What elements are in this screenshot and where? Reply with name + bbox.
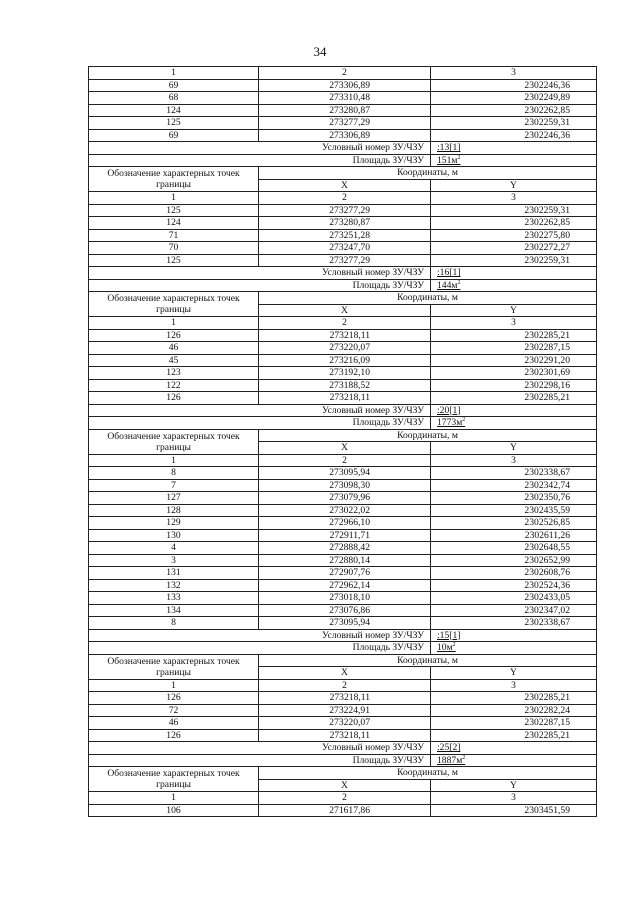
point-id: 133 xyxy=(89,592,259,605)
coord-y: 2302285,21 xyxy=(431,729,597,742)
x-header: X xyxy=(259,442,431,455)
coordinates-document xyxy=(88,66,596,817)
table-row xyxy=(89,717,597,730)
coord-x: 273224,91 xyxy=(259,704,431,717)
parcel-number-label: Условный номер ЗУ/ЧЗУ xyxy=(89,267,431,280)
table-row xyxy=(89,504,597,517)
point-id: 127 xyxy=(89,492,259,505)
y-header: Y xyxy=(431,667,597,680)
coord-y: 2302262,85 xyxy=(431,217,597,230)
coord-y: 2302347,02 xyxy=(431,604,597,617)
table-row xyxy=(89,592,597,605)
column-index: 1 xyxy=(89,192,259,205)
coord-x: 272962,14 xyxy=(259,579,431,592)
parcel-area-label: Площадь ЗУ/ЧЗУ xyxy=(89,754,431,767)
parcel-number: :13[1] xyxy=(437,142,461,153)
column-index: 1 xyxy=(89,792,259,805)
coord-x: 273216,09 xyxy=(259,354,431,367)
coord-y: 2302287,15 xyxy=(431,342,597,355)
coord-x: 273247,70 xyxy=(259,242,431,255)
table-row xyxy=(89,79,597,92)
table-row xyxy=(89,367,597,380)
point-id: 3 xyxy=(89,554,259,567)
parcel-area-label: Площадь ЗУ/ЧЗУ xyxy=(89,279,431,292)
point-id: 123 xyxy=(89,367,259,380)
column-index: 2 xyxy=(259,192,431,205)
coord-y: 2302608,76 xyxy=(431,567,597,580)
coord-x: 273277,29 xyxy=(259,204,431,217)
column-index-row xyxy=(89,67,597,80)
parcel-area-wrap xyxy=(437,642,456,653)
coord-x: 272966,10 xyxy=(259,517,431,530)
parcel-number: :16[1] xyxy=(437,267,461,278)
header-row xyxy=(89,429,597,442)
coord-x: 273306,89 xyxy=(259,129,431,142)
parcel-area: 1773 xyxy=(437,417,457,428)
parcel-number-row xyxy=(89,142,597,155)
point-id: 125 xyxy=(89,117,259,130)
column-index-row xyxy=(89,454,597,467)
parcel-area-row xyxy=(89,417,597,430)
point-id: 46 xyxy=(89,342,259,355)
parcel-area-wrap xyxy=(437,417,465,428)
y-header: Y xyxy=(431,179,597,192)
coord-x: 273220,07 xyxy=(259,717,431,730)
table-row xyxy=(89,529,597,542)
coord-y: 2302526,85 xyxy=(431,517,597,530)
parcel-area-value xyxy=(431,279,597,292)
table-row xyxy=(89,567,597,580)
parcel-number-label: Условный номер ЗУ/ЧЗУ xyxy=(89,142,431,155)
header-row xyxy=(89,292,597,305)
coord-x: 273220,07 xyxy=(259,342,431,355)
coord-y: 2302301,69 xyxy=(431,367,597,380)
coord-y: 2302338,67 xyxy=(431,617,597,630)
column-index: 2 xyxy=(259,454,431,467)
parcel-area-wrap xyxy=(437,755,465,766)
column-index: 2 xyxy=(259,317,431,330)
parcel-number-row xyxy=(89,404,597,417)
parcel-number-row xyxy=(89,629,597,642)
coord-y: 2302287,15 xyxy=(431,717,597,730)
column-index: 2 xyxy=(259,792,431,805)
y-header: Y xyxy=(431,442,597,455)
table-row xyxy=(89,517,597,530)
parcel-number: :15[1] xyxy=(437,629,461,641)
header-row xyxy=(89,767,597,780)
column-index-row xyxy=(89,792,597,805)
table-row xyxy=(89,579,597,592)
point-id: 125 xyxy=(89,254,259,267)
coord-x: 273079,96 xyxy=(259,492,431,505)
point-id: 128 xyxy=(89,504,259,517)
parcel-number-value xyxy=(431,742,597,755)
table-row xyxy=(89,329,597,342)
area-unit: м xyxy=(446,642,453,653)
coordinates-header: Координаты, м xyxy=(259,654,597,667)
column-index: 3 xyxy=(431,192,597,205)
parcel-number: :25[2] xyxy=(437,742,461,753)
coord-y: 2302272,27 xyxy=(431,242,597,255)
coord-x: 272880,14 xyxy=(259,554,431,567)
area-unit-exponent: 2 xyxy=(462,754,466,761)
column-index: 3 xyxy=(431,679,597,692)
point-id: 69 xyxy=(89,129,259,142)
column-index: 3 xyxy=(431,792,597,805)
coordinates-header: Координаты, м xyxy=(259,767,597,780)
coord-y: 2302259,31 xyxy=(431,254,597,267)
table-row xyxy=(89,354,597,367)
point-id: 7 xyxy=(89,479,259,492)
coord-y: 2302285,21 xyxy=(431,692,597,705)
table-row xyxy=(89,554,597,567)
coord-y: 2302259,31 xyxy=(431,117,597,130)
parcel-area: 151 xyxy=(437,154,452,166)
coord-x: 273188,52 xyxy=(259,379,431,392)
coord-x: 273022,02 xyxy=(259,504,431,517)
table-row xyxy=(89,342,597,355)
parcel-number-value xyxy=(431,142,597,155)
area-unit-exponent: 2 xyxy=(462,417,466,423)
coord-x: 273218,11 xyxy=(259,329,431,342)
table-row xyxy=(89,704,597,717)
parcel-area-value xyxy=(431,417,597,430)
coord-x: 273277,29 xyxy=(259,117,431,130)
point-id: 71 xyxy=(89,229,259,242)
point-id: 8 xyxy=(89,467,259,480)
point-id: 46 xyxy=(89,717,259,730)
header-row xyxy=(89,654,597,667)
table-row xyxy=(89,379,597,392)
column-index: 3 xyxy=(431,67,597,80)
parcel-number: :20[1] xyxy=(437,404,461,416)
coord-y: 2302433,05 xyxy=(431,592,597,605)
point-id: 134 xyxy=(89,604,259,617)
coord-x: 272888,42 xyxy=(259,542,431,555)
coord-y: 2302342,74 xyxy=(431,479,597,492)
coord-x: 273251,28 xyxy=(259,229,431,242)
y-header: Y xyxy=(431,304,597,317)
table-row xyxy=(89,204,597,217)
coord-x: 271617,86 xyxy=(259,804,431,817)
coord-y: 2303451,59 xyxy=(431,804,597,817)
coord-x: 273018,10 xyxy=(259,592,431,605)
point-id: 68 xyxy=(89,92,259,105)
coordinates-header: Координаты, м xyxy=(259,292,597,305)
point-id: 126 xyxy=(89,392,259,405)
table-row xyxy=(89,467,597,480)
coord-y: 2302249,89 xyxy=(431,92,597,105)
coord-y: 2302291,20 xyxy=(431,354,597,367)
parcel-area: 144 xyxy=(437,279,452,291)
area-unit: м xyxy=(456,754,463,766)
table-row xyxy=(89,104,597,117)
coord-y: 2302262,85 xyxy=(431,104,597,117)
coord-x: 273310,48 xyxy=(259,92,431,105)
parcel-number-label: Условный номер ЗУ/ЧЗУ xyxy=(89,629,431,642)
table-row xyxy=(89,392,597,405)
point-column-header: Обозначение характерных точек границы xyxy=(89,429,259,454)
coord-y: 2302285,21 xyxy=(431,329,597,342)
area-unit-exponent: 2 xyxy=(457,279,461,286)
parcel-number-row xyxy=(89,267,597,280)
table-row xyxy=(89,217,597,230)
coord-x: 273280,87 xyxy=(259,217,431,230)
point-id: 122 xyxy=(89,379,259,392)
area-unit: м xyxy=(451,279,458,291)
point-id: 129 xyxy=(89,517,259,530)
coord-y: 2302611,26 xyxy=(431,529,597,542)
parcel-area-label: Площадь ЗУ/ЧЗУ xyxy=(89,642,431,655)
parcel-area-value xyxy=(431,642,597,655)
coord-x: 273218,11 xyxy=(259,692,431,705)
coord-x: 273095,94 xyxy=(259,617,431,630)
parcel-area-row xyxy=(89,154,597,167)
parcel-number-label: Условный номер ЗУ/ЧЗУ xyxy=(89,742,431,755)
point-id: 124 xyxy=(89,104,259,117)
page-number: 34 xyxy=(313,44,327,59)
point-id: 8 xyxy=(89,617,259,630)
coord-y: 2302246,36 xyxy=(431,129,597,142)
coord-x: 273280,87 xyxy=(259,104,431,117)
parcel-area: 10 xyxy=(437,642,447,653)
coord-x: 273095,94 xyxy=(259,467,431,480)
parcel-area-label: Площадь ЗУ/ЧЗУ xyxy=(89,417,431,430)
point-id: 69 xyxy=(89,79,259,92)
coord-x: 273098,30 xyxy=(259,479,431,492)
x-header: X xyxy=(259,667,431,680)
table-row xyxy=(89,492,597,505)
column-index-row xyxy=(89,317,597,330)
coord-y: 2302648,55 xyxy=(431,542,597,555)
parcel-area-value xyxy=(431,754,597,767)
coord-y: 2302350,76 xyxy=(431,492,597,505)
parcel-number-row xyxy=(89,742,597,755)
point-id: 130 xyxy=(89,529,259,542)
parcel-area-row xyxy=(89,642,597,655)
area-unit-exponent: 2 xyxy=(452,642,456,648)
coord-y: 2302259,31 xyxy=(431,204,597,217)
parcel-area-wrap xyxy=(437,155,460,166)
coord-y: 2302435,59 xyxy=(431,504,597,517)
point-id: 70 xyxy=(89,242,259,255)
coord-y: 2302282,24 xyxy=(431,704,597,717)
coord-y: 2302246,36 xyxy=(431,79,597,92)
point-id: 124 xyxy=(89,217,259,230)
table-row xyxy=(89,542,597,555)
column-index-row xyxy=(89,679,597,692)
point-column-header: Обозначение характерных точек границы xyxy=(89,767,259,792)
column-index: 2 xyxy=(259,679,431,692)
parcel-number-value xyxy=(431,404,597,417)
point-column-header: Обозначение характерных точек границы xyxy=(89,167,259,192)
column-index-row xyxy=(89,192,597,205)
column-index: 3 xyxy=(431,317,597,330)
coord-x: 272911,71 xyxy=(259,529,431,542)
table-row xyxy=(89,617,597,630)
table-row xyxy=(89,804,597,817)
coord-x: 273218,11 xyxy=(259,729,431,742)
x-header: X xyxy=(259,179,431,192)
coord-y: 2302338,67 xyxy=(431,467,597,480)
area-unit: м xyxy=(451,154,458,166)
table-row xyxy=(89,729,597,742)
parcel-number-value xyxy=(431,267,597,280)
coord-x: 273192,10 xyxy=(259,367,431,380)
coord-y: 2302275,80 xyxy=(431,229,597,242)
x-header: X xyxy=(259,779,431,792)
coord-y: 2302652,99 xyxy=(431,554,597,567)
coord-y: 2302524,36 xyxy=(431,579,597,592)
point-column-header: Обозначение характерных точек границы xyxy=(89,292,259,317)
coord-y: 2302285,21 xyxy=(431,392,597,405)
point-id: 125 xyxy=(89,204,259,217)
table-row xyxy=(89,229,597,242)
parcel-area-label: Площадь ЗУ/ЧЗУ xyxy=(89,154,431,167)
column-index: 1 xyxy=(89,67,259,80)
parcel-area-row xyxy=(89,279,597,292)
coord-x: 272907,76 xyxy=(259,567,431,580)
area-unit: м xyxy=(456,417,463,428)
coordinates-table xyxy=(88,66,597,817)
point-id: 132 xyxy=(89,579,259,592)
column-index: 1 xyxy=(89,454,259,467)
parcel-number-label: Условный номер ЗУ/ЧЗУ xyxy=(89,404,431,417)
parcel-area: 1887 xyxy=(437,754,457,766)
table-row xyxy=(89,254,597,267)
coord-y: 2302298,16 xyxy=(431,379,597,392)
point-id: 45 xyxy=(89,354,259,367)
point-id: 106 xyxy=(89,804,259,817)
table-row xyxy=(89,129,597,142)
parcel-area-wrap xyxy=(437,280,460,291)
coord-x: 273076,86 xyxy=(259,604,431,617)
column-index: 1 xyxy=(89,317,259,330)
table-row xyxy=(89,117,597,130)
point-id: 126 xyxy=(89,329,259,342)
point-id: 126 xyxy=(89,729,259,742)
coord-x: 273306,89 xyxy=(259,79,431,92)
column-index: 1 xyxy=(89,679,259,692)
point-id: 4 xyxy=(89,542,259,555)
table-row xyxy=(89,479,597,492)
parcel-area-value xyxy=(431,154,597,167)
point-id: 131 xyxy=(89,567,259,580)
point-id: 72 xyxy=(89,704,259,717)
coord-x: 273218,11 xyxy=(259,392,431,405)
column-index: 3 xyxy=(431,454,597,467)
y-header: Y xyxy=(431,779,597,792)
table-row xyxy=(89,692,597,705)
table-row xyxy=(89,604,597,617)
x-header: X xyxy=(259,304,431,317)
coordinates-header: Координаты, м xyxy=(259,429,597,442)
coord-x: 273277,29 xyxy=(259,254,431,267)
header-row xyxy=(89,167,597,180)
parcel-number-value xyxy=(431,629,597,642)
point-id: 126 xyxy=(89,692,259,705)
coordinates-header: Координаты, м xyxy=(259,167,597,180)
table-row xyxy=(89,92,597,105)
table-row xyxy=(89,242,597,255)
column-index: 2 xyxy=(259,67,431,80)
point-column-header: Обозначение характерных точек границы xyxy=(89,654,259,679)
parcel-area-row xyxy=(89,754,597,767)
area-unit-exponent: 2 xyxy=(457,154,461,161)
